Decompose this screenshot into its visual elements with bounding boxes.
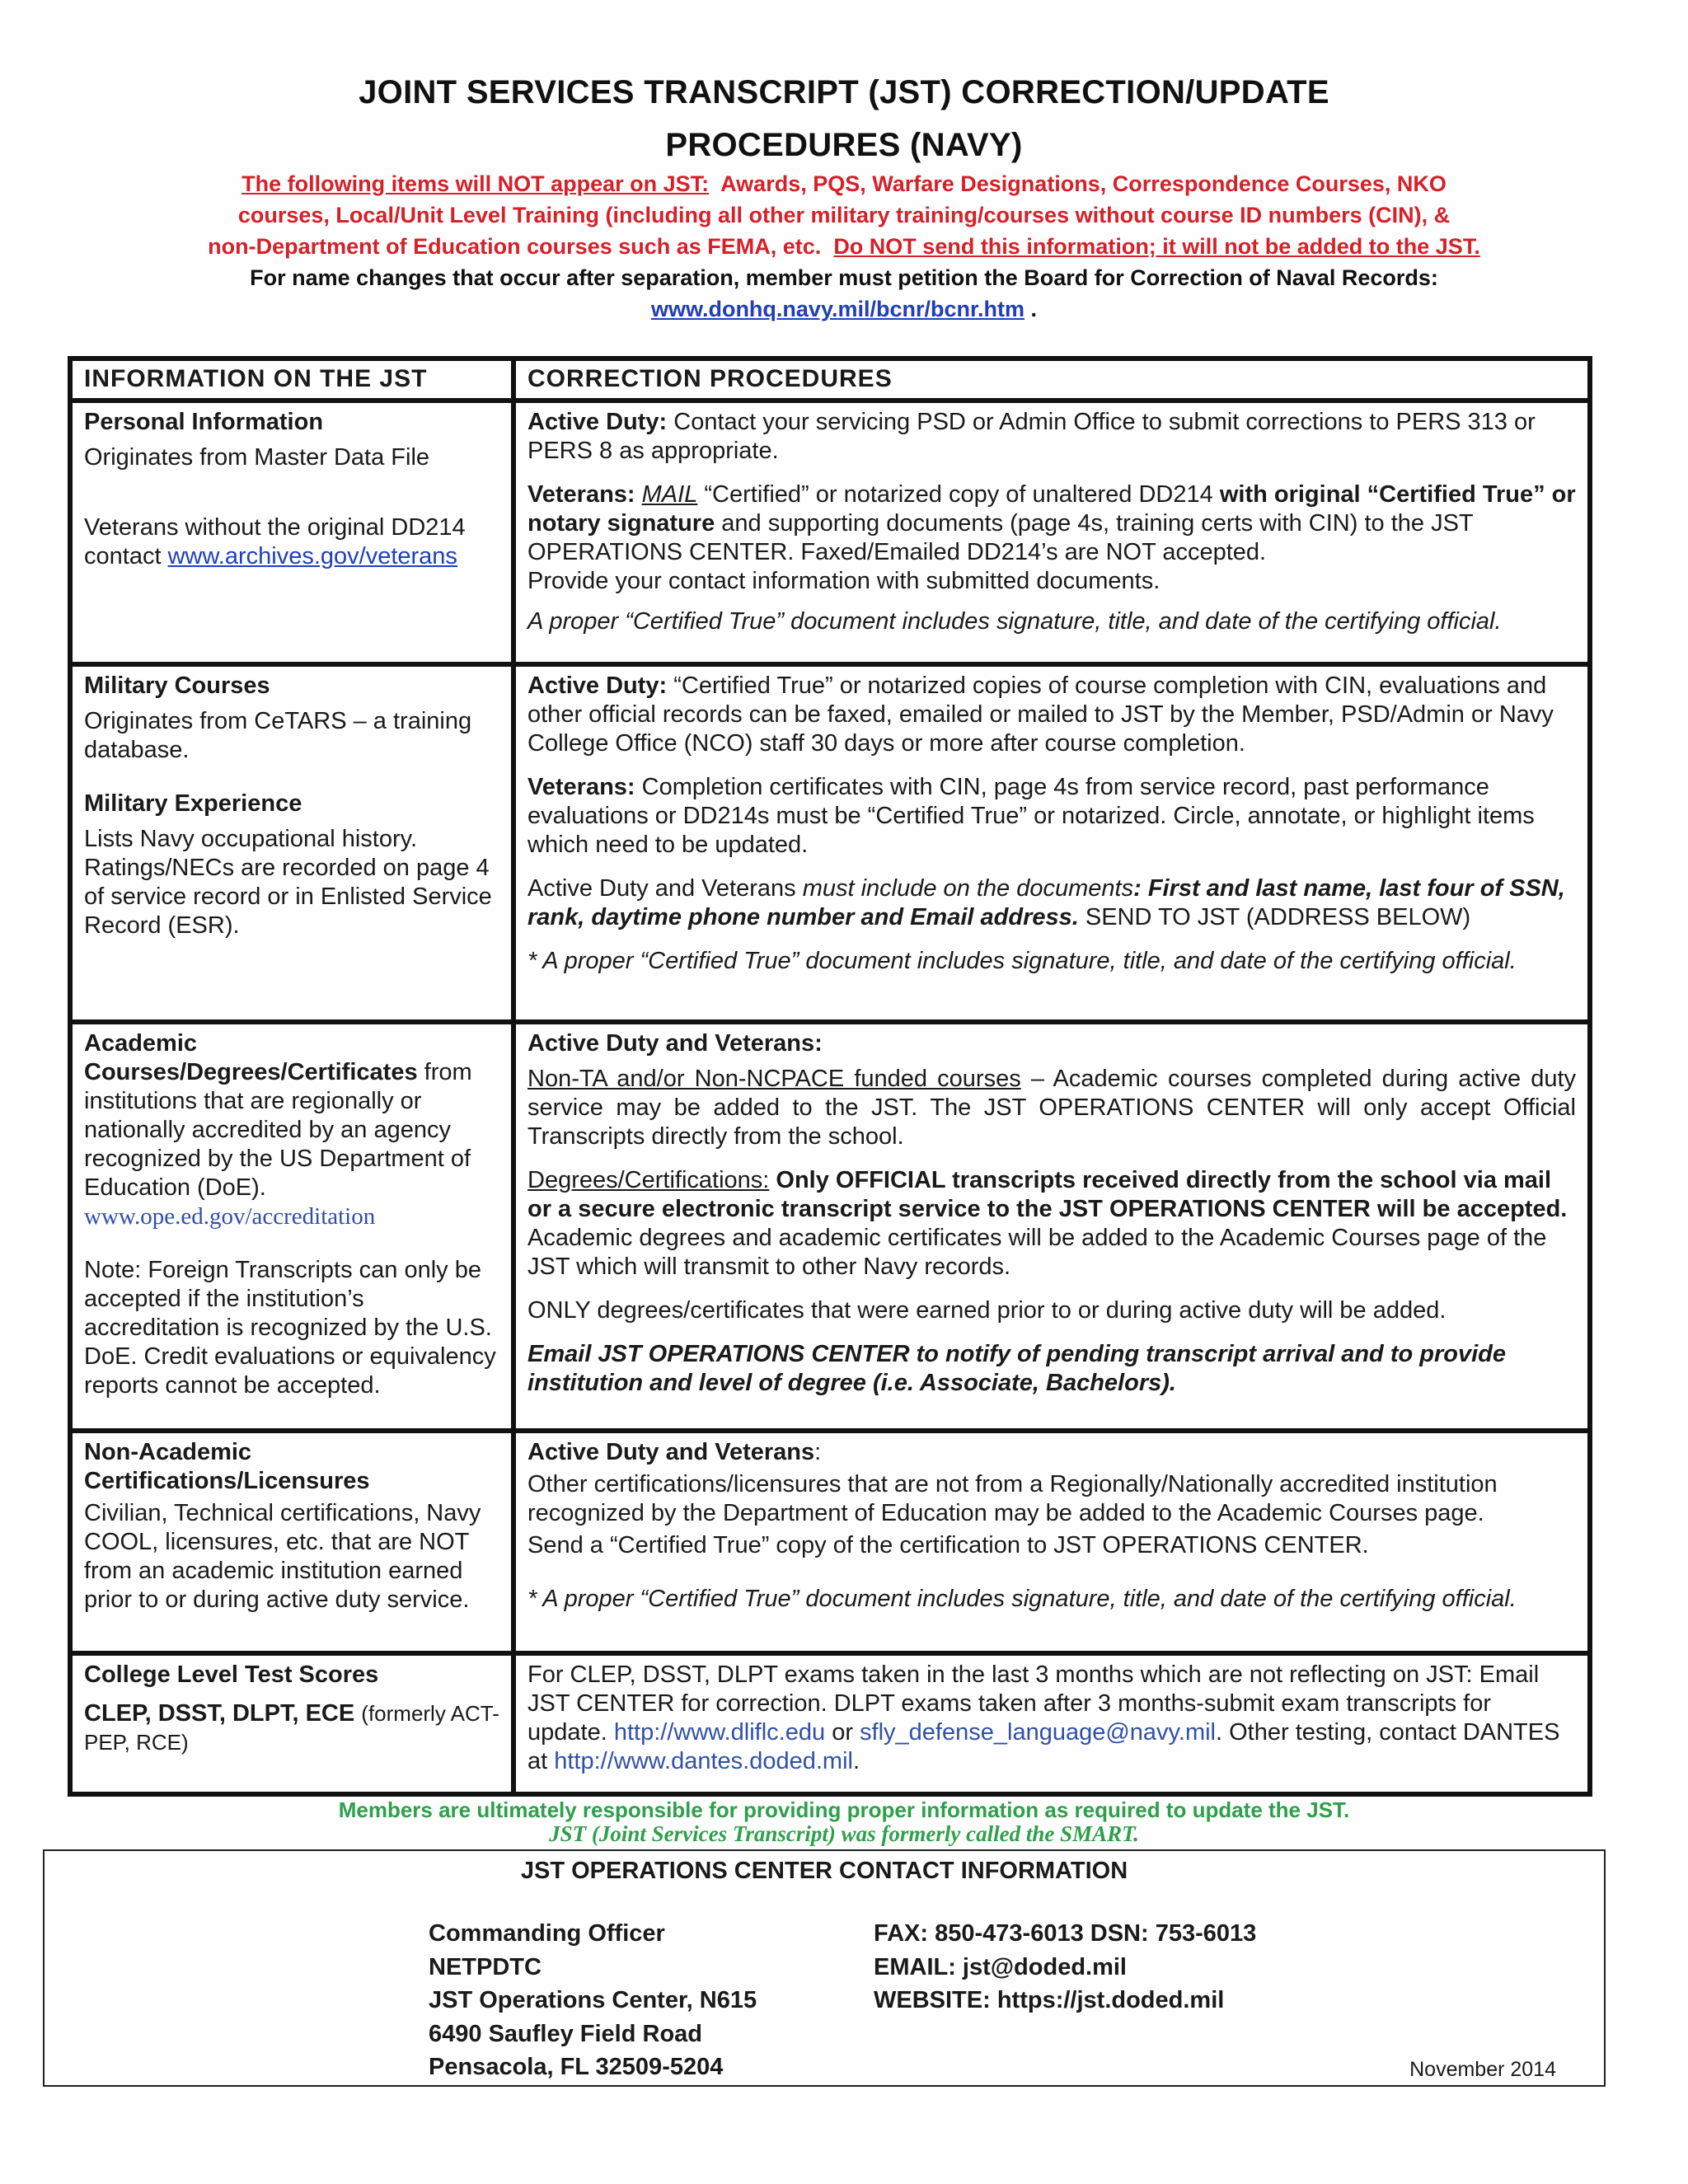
send-certified-text: Send a “Certified True” copy of the certification to JST OPERATIONS CENTER. (528, 1532, 1369, 1558)
responsibility-text: Members are ultimately responsible for providing proper information as required to update the (338, 1797, 1301, 1822)
active-duty-label: Active Duty: (528, 409, 668, 435)
smart-note: JST (Joint Services Transcript) was formerly called the SMART. (549, 1821, 1139, 1846)
or-text: or (832, 1719, 853, 1746)
section-heading: Active Duty and Veterans (528, 1439, 815, 1465)
row-military-procedures (513, 664, 1590, 1022)
accreditation-link[interactable]: www.ope.ed.gov/accreditation (84, 1203, 376, 1230)
table-row (70, 401, 1590, 664)
row-title: Non-Academic Certifications/Licensures (84, 1439, 370, 1494)
dlpt-email-link[interactable]: sfly_defense_language@navy.mil (860, 1719, 1216, 1746)
contact-email[interactable]: EMAIL: jst@doded.mil (874, 1953, 1127, 1980)
row-non-academic (70, 1431, 513, 1653)
row-military (70, 664, 513, 1022)
proper-document-note: A proper “Certified True” document includes signature, title, and date of the certifying official. (528, 608, 1502, 635)
contact-details (874, 1917, 1256, 2018)
row-title: Academic (84, 1030, 198, 1057)
veterans-text-3: Provide your contact information with submitted documents. (528, 568, 1160, 594)
fax-dsn: FAX: 850-473-6013 DSN: 753-6013 (874, 1920, 1257, 1947)
veterans-text-2: and supporting documents (page 4s, training certs with CIN) to the JST OPERATIONS CENTER. Faxed/Emailed DD214’s are NOT accepted. (528, 510, 1474, 565)
title-line-1: JOINT SERVICES TRANSCRIPT (JST) CORRECTION/UPDATE (359, 74, 1329, 110)
row-personal-info (70, 401, 513, 664)
archives-link[interactable]: www.archives.gov/veterans (167, 543, 457, 569)
active-duty-text: “Certified True” or notarized copies of course completion with CIN, evaluations and other official records can be faxed, emailed or mailed to JST by the Member, PSD/Admin or Navy College Office (NCO) staff 30 days or more after course completion. (528, 673, 1554, 757)
degrees-bold: Only OFFICIAL transcripts received directly from the school via mail or a secure electronic transcript service to the JST OPERATIONS CENTER will be accepted. (528, 1167, 1568, 1222)
both-label: Active Duty and Veterans (528, 875, 796, 902)
notice-items-3: non-Department of Education courses such as FEMA, etc. (208, 234, 822, 259)
exam-text: For CLEP, DSST, DLPT exams taken in the last 3 months which are not reflecting on JST: Email JST CENTER for correction. DLPT exams taken after 3 months-submit exam transcripts for update. (528, 1661, 1540, 1746)
row-text: Civilian, Technical certifications, Navy COOL, licensures, etc. that are NOT from an academic institution earned prior to or during active duty service. (84, 1500, 481, 1613)
veterans-text: Completion certificates with CIN, page 4s from service record, past performance evaluations or DD214s must be “Certified True” or notarized. Circle, annotate, or highlight items which need to be updated. (528, 774, 1535, 858)
end-period: . (852, 1748, 860, 1774)
bcnr-link-tail: . (1030, 297, 1038, 321)
address-line: 6490 Saufley Field Road (429, 2020, 703, 2047)
address-line: JST Operations Center, N615 (429, 1987, 757, 2013)
title-line-2: PROCEDURES (NAVY) (665, 127, 1023, 163)
contact-website[interactable]: WEBSITE: https://jst.doded.mil (874, 1987, 1225, 2013)
foreign-note: Note: Foreign Transcripts can only be accepted if the institution’s accreditation is recognized by the U.S. DoE. Credit evaluations or equivalency reports cannot be accepted. (84, 1257, 496, 1399)
row-academic (70, 1022, 513, 1431)
notice-items-2: courses, Local/Unit Level Training (including all other military training/courses without course ID numbers (CIN), & (237, 203, 1451, 227)
bcnr-link[interactable]: www.donhq.navy.mil/bcnr/bcnr.htm (650, 297, 1025, 321)
dantes-link[interactable]: http://www.dantes.doded.mil (554, 1748, 853, 1774)
dantes-text: . Other testing, contact DANTES at (528, 1719, 1560, 1774)
address-line: Pensacola, FL 32509-5204 (429, 2054, 724, 2080)
row-personal-procedures (513, 401, 1590, 664)
correction-table (68, 356, 1592, 1797)
veterans-text-1: “Certified” or notarized copy of unaltered DD214 (704, 481, 1213, 508)
contact-title: JST OPERATIONS CENTER CONTACT INFORMATION (520, 1858, 1128, 1884)
row-origin: Lists Navy occupational history. Ratings/NECs are recorded on page 4 of service record or in Enlisted Service Record (ESR). (84, 826, 492, 939)
row-origin: Originates from Master Data File (84, 444, 430, 471)
col-header-procedures: CORRECTION PROCEDURES (513, 359, 1590, 401)
mail-text: MAIL (641, 481, 698, 508)
degrees-text: Academic degrees and academic certificates will be added to the Academic Courses page of the JST which will transmit to other Navy records. (528, 1225, 1547, 1280)
email-notify-note: Email JST OPERATIONS CENTER to notify of pending transcript arrival and to provide institution and level of degree (i.e. Associate, Bachelors). (528, 1341, 1506, 1396)
row-title: Personal Information (84, 409, 324, 435)
mailing-address (429, 1917, 757, 2084)
exam-list: CLEP, DSST, DLPT, ECE (84, 1700, 355, 1727)
notice-warning: Do NOT send this information; it will not be added to the JST. (833, 234, 1480, 259)
row-non-academic-procedures (513, 1431, 1590, 1653)
only-earned-note: ONLY degrees/certificates that were earned prior to or during active duty will be added. (528, 1297, 1447, 1324)
col-header-info: INFORMATION ON THE JST (70, 359, 513, 401)
degrees-label: Degrees/Certifications: (528, 1167, 770, 1193)
veterans-note: Veterans without the original DD214 contact (84, 514, 466, 569)
proper-document-note: * A proper “Certified True” document includes signature, title, and date of the certifying official. (528, 1586, 1517, 1612)
active-duty-label: Active Duty: (528, 673, 668, 699)
page-title (0, 66, 1688, 171)
row-academic-procedures (513, 1022, 1590, 1431)
table-row (70, 1431, 1590, 1653)
academic-text: from institutions that are regionally or nationally accredited by an agency recognized by the US Department of Education (DoE). (84, 1059, 472, 1201)
table-row (70, 1653, 1590, 1794)
notice-lead: The following items will NOT appear on JST: (241, 171, 710, 196)
table-row (70, 664, 1590, 1022)
row-college-tests (70, 1653, 513, 1794)
veterans-label: Veterans: (528, 774, 635, 800)
row-origin: Originates from CeTARS – a training database. (84, 708, 472, 763)
row-title: College Level Test Scores (84, 1661, 379, 1688)
contact-box (43, 1849, 1606, 2087)
notice-items-1: Awards, PQS, Warfare Designations, Correspondence Courses, NKO (720, 171, 1447, 196)
send-to-jst: SEND TO JST (ADDRESS BELOW) (1085, 904, 1471, 930)
row-college-tests-procedures (513, 1653, 1590, 1794)
responsibility-jst: JST. (1306, 1797, 1350, 1822)
nonta-label: Non-TA and/or Non-NCPACE funded courses (528, 1066, 1021, 1092)
section-heading: Active Duty and Veterans: (528, 1030, 823, 1057)
address-line: Commanding Officer (429, 1920, 665, 1947)
formerly-text: (formerly ACT-PEP, RCE) (84, 1701, 499, 1755)
address-line: NETPDTC (429, 1953, 542, 1980)
table-row (70, 1022, 1590, 1431)
dliflc-link[interactable]: http://www.dliflc.edu (613, 1719, 826, 1746)
nonta-text: – Academic courses completed during active duty service may be added to the JST. The JST OPERATIONS CENTER will only accept Official Transcripts directly from the school. (528, 1066, 1577, 1150)
veterans-label: Veterans: (528, 481, 635, 508)
heading-colon: : (814, 1439, 822, 1465)
exclusion-notice (74, 168, 1614, 325)
other-certs-text: Other certifications/licensures that are not from a Regionally/Nationally accredited institution recognized by the Department of Education may be added to the Academic Courses page. (528, 1471, 1498, 1526)
row-title: Military Experience (84, 790, 302, 817)
row-title-b: Courses/Degrees/Certificates (84, 1059, 418, 1085)
row-title: Military Courses (84, 673, 270, 699)
document-date: November 2014 (1409, 2058, 1556, 2081)
active-duty-text: Contact your servicing PSD or Admin Office to submit corrections to PERS 313 or PERS 8 as appropriate. (528, 409, 1536, 464)
required-fields: : First and last name, last four of SSN, rank, daytime phone number and Email address. (528, 875, 1565, 930)
proper-document-note: * A proper “Certified True” document includes signature, title, and date of the certifying official. (528, 948, 1517, 974)
veterans-bold: with original “Certified True” or notary signature (528, 481, 1576, 537)
name-change-note: For name changes that occur after separation, member must petition the Board for Correction of Naval Records: (250, 265, 1438, 290)
must-include: must include on the documents (802, 875, 1134, 902)
